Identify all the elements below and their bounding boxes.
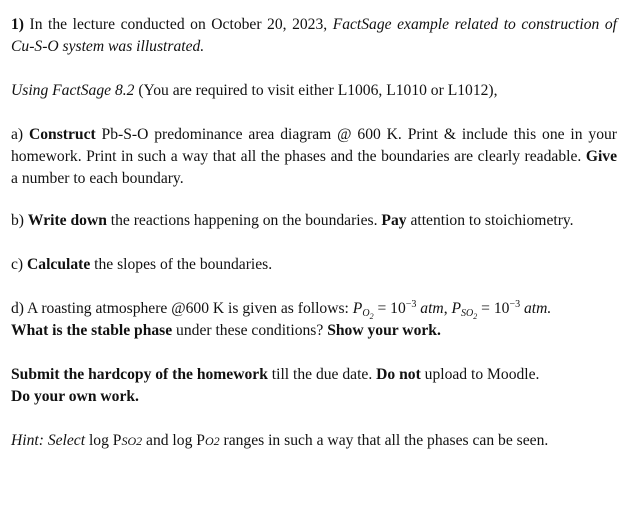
hint-end: ranges in such a way that all the phases can be seen. — [219, 432, 549, 449]
question-number: 1) — [11, 16, 24, 33]
homework-document — [11, 14, 617, 452]
software-name: Using FactSage 8.2 — [11, 82, 135, 99]
paragraph-part-d — [11, 298, 617, 342]
hint-label: Hint: Select — [11, 432, 86, 449]
part-b-prefix: b) — [11, 212, 28, 229]
part-a-bold-construct: Construct — [28, 126, 96, 143]
part-a-bold-give: Give — [585, 148, 617, 165]
part-d-lead: d) A roasting atmosphere @600 K is given as follows: — [11, 300, 353, 317]
math-comma: , — [443, 300, 452, 317]
pso2-expression: $P_{SO_2} = 10^{-3}$ atm. — [451, 299, 552, 321]
intro-lead-text: In the lecture conducted on October 20, 2023, — [24, 16, 333, 33]
part-a-end: a number to each boundary. — [11, 170, 184, 187]
hint-log-pso2: log PSO2 — [85, 432, 143, 449]
paragraph-part-a — [11, 124, 617, 190]
part-b-bold-pay: Pay — [381, 212, 407, 229]
part-b-end: attention to stoichiometry. — [406, 212, 574, 229]
submit-mid: till the due date. — [267, 366, 377, 383]
part-c-bold-calculate: Calculate — [27, 256, 91, 273]
part-a-body: Pb-S-O predominance area diagram @ 600 K. Print & include this one in your homework. Print in such a way that all the phases and the boundaries are clearly readable. — [11, 126, 617, 165]
intro-italic-text: FactSage example related to construction of Cu-S-O system was illustrated. — [11, 16, 617, 55]
part-b-body: the reactions happening on the boundaries. — [106, 212, 382, 229]
part-d-question-mid: under these conditions? — [172, 322, 328, 339]
paragraph-software — [11, 80, 617, 102]
part-c-prefix: c) — [11, 256, 28, 273]
paragraph-hint — [11, 430, 617, 452]
part-d-question-bold: What is the stable phase — [11, 322, 173, 339]
paragraph-submission — [11, 364, 617, 408]
own-work-bold: Do your own work. — [11, 388, 139, 405]
paragraph-part-b — [11, 210, 617, 232]
part-c-end: the slopes of the boundaries. — [90, 256, 273, 273]
part-d-show-work: Show your work. — [327, 322, 441, 339]
hint-log-po2: and log PO2 — [142, 432, 220, 449]
part-b-bold-write: Write down — [27, 212, 107, 229]
part-a-prefix: a) — [11, 126, 29, 143]
submit-bold: Submit the hardcopy of the homework — [11, 366, 268, 383]
submit-end: upload to Moodle. — [420, 366, 540, 383]
software-rest-text: (You are required to visit either L1006, L1010 or L1012), — [134, 82, 498, 99]
po2-expression: $P_{O_2} = 10^{-3}$ atm — [352, 299, 444, 321]
paragraph-part-c — [11, 254, 617, 276]
paragraph-intro — [11, 14, 617, 58]
do-not-bold: Do not — [376, 366, 421, 383]
